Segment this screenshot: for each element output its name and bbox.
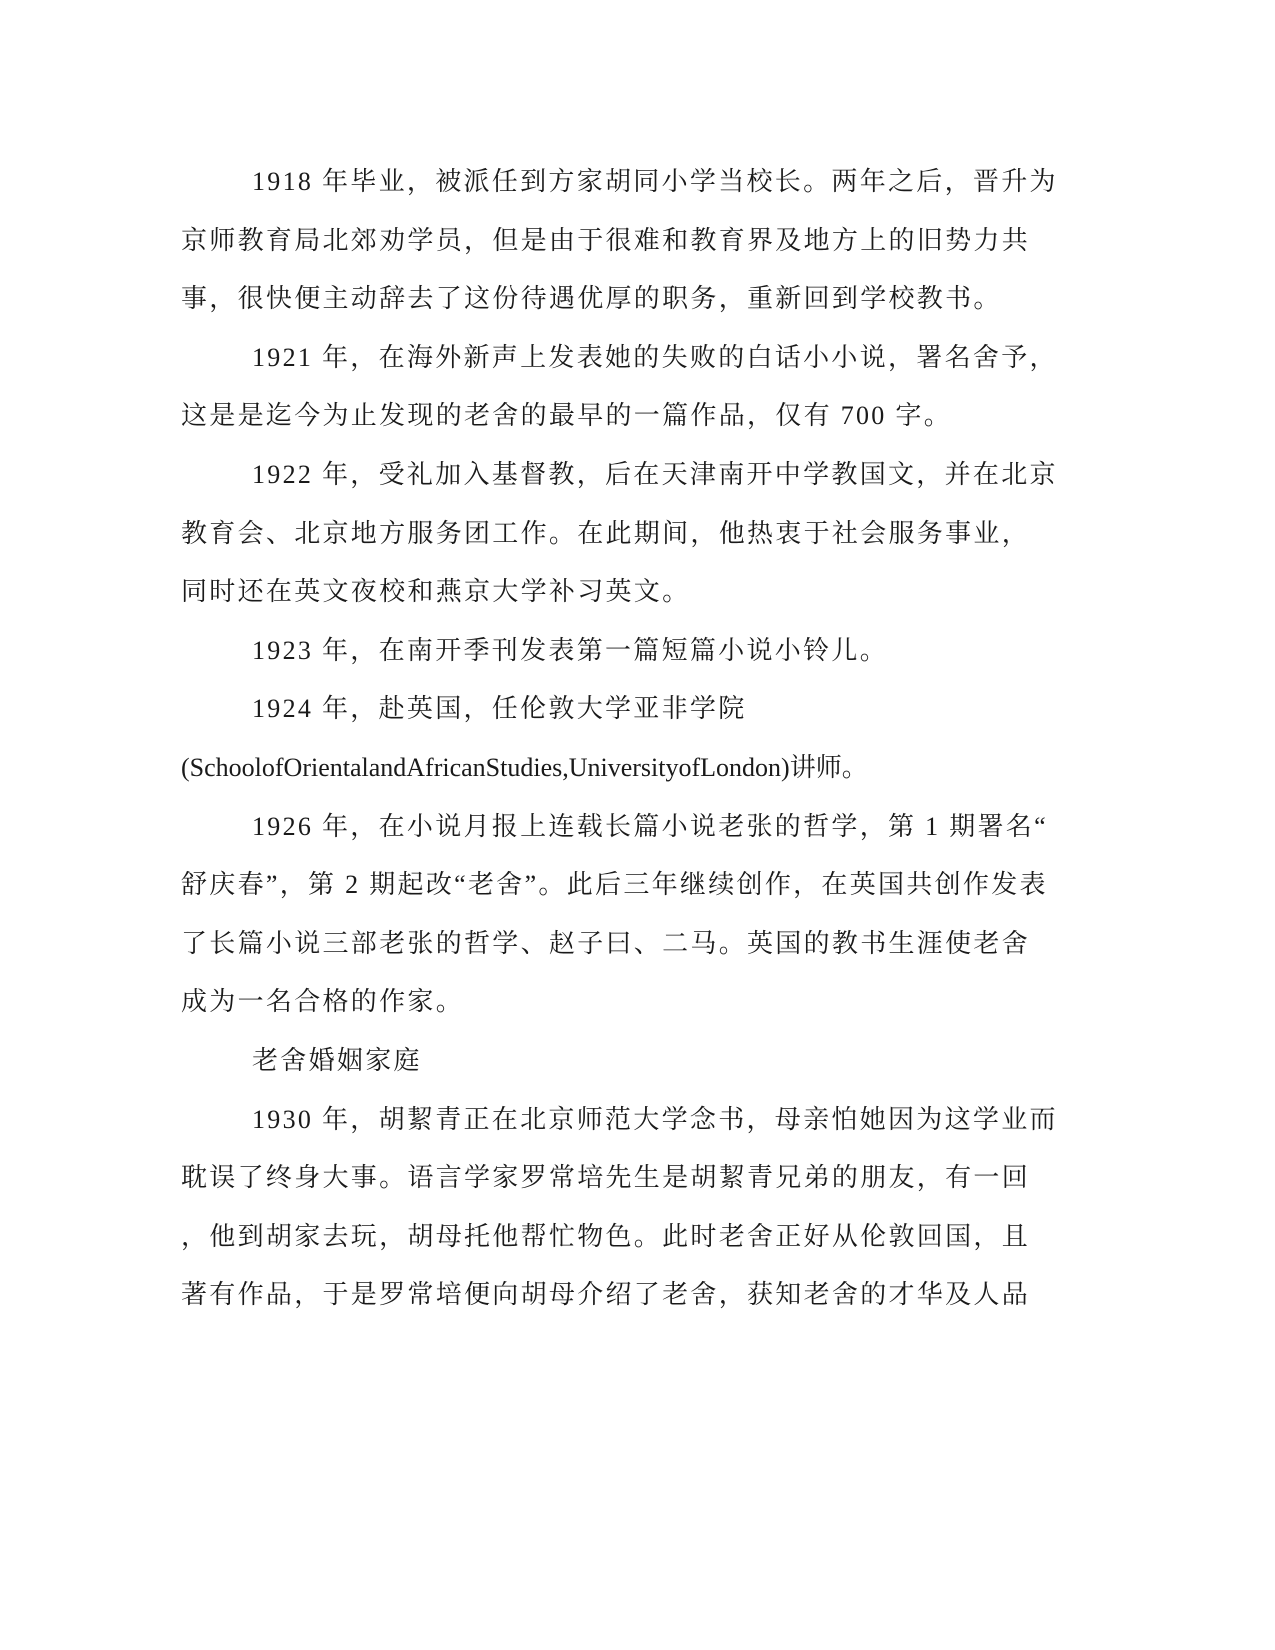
text-line: 著有作品，于是罗常培便向胡母介绍了老舍，获知老舍的才华及人品 — [181, 1280, 1031, 1310]
text-line: 1921 年，在海外新声上发表她的失败的白话小小说，署名舍予， — [252, 342, 1058, 372]
paragraph — [181, 329, 1081, 446]
paragraph — [181, 446, 1081, 622]
text-line: 1930 年，胡絜青正在北京师范大学念书，母亲怕她因为这学业而 — [252, 1104, 1058, 1134]
text-line: 同时还在英文夜校和燕京大学补习英文。 — [181, 577, 691, 607]
text-line: (SchoolofOrientalandAfricanStudies,UniversityofLondon)讲师。 — [181, 752, 868, 782]
paragraph — [181, 1091, 1081, 1325]
text-line: 京师教育局北郊劝学员，但是由于很难和教育界及地方上的旧势力共 — [181, 225, 1031, 255]
paragraph — [181, 622, 1081, 681]
text-line: 1926 年，在小说月报上连载长篇小说老张的哲学，第 1 期署名“ — [252, 811, 1048, 841]
section-heading: 老舍婚姻家庭 — [252, 1045, 422, 1075]
text-line: 1918 年毕业，被派任到方家胡同小学当校长。两年之后，晋升为 — [252, 167, 1058, 196]
paragraph — [181, 153, 1081, 329]
text-line: 成为一名合格的作家。 — [181, 987, 465, 1017]
paragraph — [181, 798, 1081, 1032]
text-line: 舒庆春”，第 2 期起改“老舍”。此后三年继续创作，在英国共创作发表 — [181, 870, 1048, 900]
text-line: 1924 年，赴英国，任伦敦大学亚非学院 — [252, 694, 747, 724]
text-line: 教育会、北京地方服务团工作。在此期间，他热衷于社会服务事业， — [181, 518, 1031, 548]
text-line: 耽误了终身大事。语言学家罗常培先生是胡絜青兄弟的朋友，有一回 — [181, 1163, 1031, 1193]
text-line: 事，很快便主动辞去了这份待遇优厚的职务，重新回到学校教书。 — [181, 284, 1002, 314]
text-line: 1923 年，在南开季刊发表第一篇短篇小说小铃儿。 — [252, 635, 889, 665]
text-line: 了长篇小说三部老张的哲学、赵子曰、二马。英国的教书生涯使老舍 — [181, 928, 1031, 958]
text-line: 1922 年，受礼加入基督教，后在天津南开中学教国文，并在北京 — [252, 459, 1058, 489]
text-line: 这是是迄今为止发现的老舍的最早的一篇作品，仅有 700 字。 — [181, 401, 953, 431]
document-body — [181, 153, 1081, 1325]
text-line: ，他到胡家去玩，胡母托他帮忙物色。此时老舍正好从伦敦回国，且 — [181, 1221, 1031, 1251]
paragraph — [181, 680, 1081, 797]
